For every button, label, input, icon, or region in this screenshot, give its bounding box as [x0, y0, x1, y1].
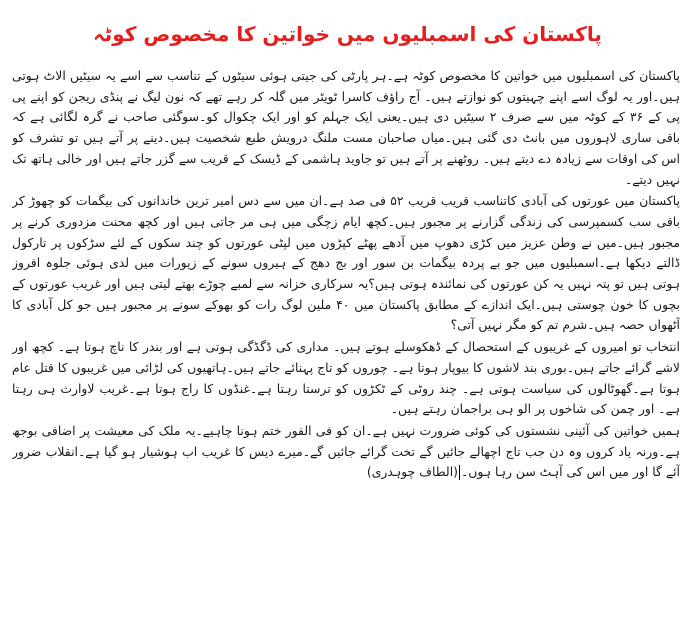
paragraph-text: ہمیں خواتین کی آئینی نشستوں کی کوئی ضرورت نہیں ہے۔ان کو فی الفور ختم ہونا چاہیے۔یہ ملک کی معیشت پر اضافی بوجھ ہے۔ورنہ یاد کروں وہ دن جب تاج اچھالے جائیں گے تخت گرائے جائیں گے۔میرے دیس کا غریب اب ہوشیار ہو گیا ہے۔انقلاب ضرور آئے گا اور میں اس کی آہٹ سن رہا ہوں۔: [12, 422, 680, 480]
article-title: پاکستان کی اسمبلیوں میں خواتین کا مخصوص کوٹہ: [93, 22, 602, 46]
closing-paragraph: [12, 421, 680, 483]
article-body: [12, 66, 680, 636]
paragraph: پاکستان میں عورتوں کی آبادی کاتناسب قریب قریب ۵۲ فی صد ہے۔ان میں سے دس امیر ترین خاندانوں کی بیگمات کو چھوڑ کر باقی سب کسمپرسی کی زندگی گزارنے پر مجبور ہیں۔کچھ ایام زچگی میں ہی مر جاتی ہیں اور کچھ محنت مزدوری کرنے پر مجبور ہیں۔میں نے وطن عزیز میں کڑی دھوپ میں آدھے پھٹے کپڑوں میں لپٹی عورتوں کو چند سکوں کے لئے سڑکوں پر تارکول ڈالتے دیکھا ہے۔اسمبلیوں میں جو بے پردہ بیگمات بن سور اور بج دھج کے ہیروں سونے کے زیورات میں لدی ہوئی جلوہ افروز ہوتی ہیں تو پتہ نہیں یہ کن عورتوں کی نمائندہ ہوتی ہیں؟یہ سرکاری خزانہ سے لمبے چوڑے بھتے لیتی ہیں اور غریب عورتوں کے بچوں کا خون چوستی ہیں۔ایک اندازے کے مطابق پاکستان میں ۴۰ ملین لوگ رات کو بھوکے سونے پر مجبور ہیں جو کل آبادی کا آٹھواں حصہ ہیں۔شرم تم کو مگر نہیں آتی؟: [12, 193, 680, 333]
paragraph: انتخاب تو امیروں کے غریبوں کے استحصال کے ڈھکوسلے ہوتے ہیں۔ مداری کی ڈگڈگی ہوتی ہے اور بندر کا ناچ ہوتا ہے۔ کچھ اور لاشے گرائے جاتے ہیں۔بوری بند لاشوں کا بیوپار ہوتا ہے۔ چوروں کو تاج پہنائے جاتے ہیں۔ہاتھیوں کی لڑائی میں غریبوں کا قتل عام ہوتا ہے۔گھوٹالوں کی سیاست ہوتی ہے۔ چند روٹی کے ٹکڑوں کو ترستا رہتا ہے۔غنڈوں کا راج ہوتا ہے۔غریب لاوارث ہی رہتا ہے۔ اور چمن کی شاخوں پر الو ہی براجمان رہتے ہیں۔: [12, 339, 680, 417]
text-cursor: [459, 465, 460, 480]
author-signature: (الطاف چوہدری): [366, 464, 458, 480]
paragraph: پاکستان کی اسمبلیوں میں خواتین کا مخصوص کوٹہ ہے۔ہر پارٹی کی جیتی ہوئی سیٹوں کے تناسب سے اسے یہ سیٹیں الاٹ ہوتی ہیں۔اور یہ لوگ اسے اپنے چہیتوں کو نوازتے ہیں۔ آج راؤف کاسرا ٹویٹر میں گلہ کر رہے تھے کہ نون لیگ نے پنڈی ریجن کو اپنے پی پی کے ۳۶ کے کوٹہ میں سے صرف ۲ سیٹیں دی ہیں۔یعنی ایک جہلم کو اور ایک چکوال کو۔سوگئی صاحب نے گرہ لگائی ہے کہ باقی ساری لاہوروں میں بانٹ دی گئی ہیں۔میاں صاحبان مست ملنگ درویش طبع شخصیت ہیں۔دینے پر آتے ہیں تو تشرف کو اس کی اوقات سے زیادہ دے دیتے ہیں۔ روٹھنے پر آتے ہیں تو جاوید ہاشمی کے ڈیسک کے قریب سے گزر جاتے ہیں اور خالی ہاتھ تک نہیں دیتے۔: [12, 68, 680, 187]
